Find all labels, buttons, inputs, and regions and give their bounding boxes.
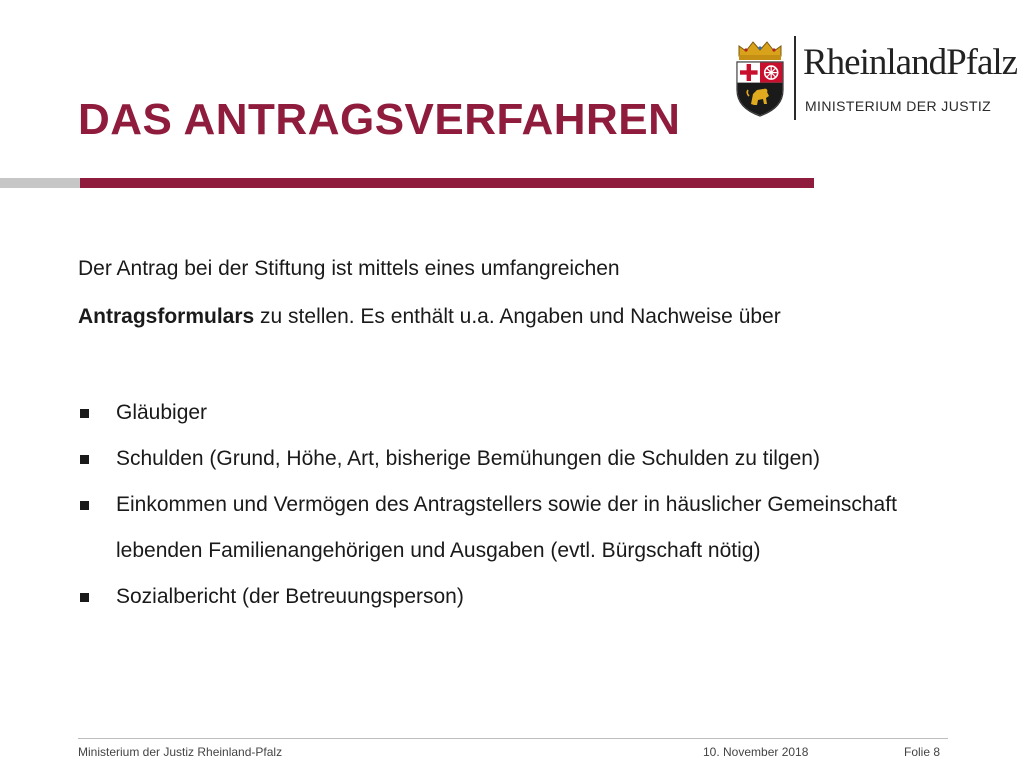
square-bullet-icon: [80, 455, 89, 464]
intro-line-2: zu stellen. Es enthält u.a. Angaben und Nachweise über: [254, 305, 781, 328]
square-bullet-icon: [80, 501, 89, 510]
footer-page-number: Folie 8: [904, 745, 941, 759]
bullet-text: Sozialbericht (der Betreuungsperson): [116, 585, 464, 608]
footer-date: 10. November 2018: [703, 745, 809, 759]
logo-divider: [794, 36, 796, 120]
square-bullet-icon: [80, 409, 89, 418]
intro-line-1: Der Antrag bei der Stiftung ist mittels eines umfangreichen: [78, 257, 620, 280]
coat-of-arms-icon: [733, 38, 787, 118]
list-item: [78, 574, 958, 620]
intro-bold-term: Antragsformulars: [78, 305, 255, 328]
title-rule-accent: [80, 178, 814, 188]
ministry-logo: [733, 36, 1018, 122]
square-bullet-icon: [80, 593, 89, 602]
title-rule-gray: [0, 178, 80, 188]
slide-title: DAS ANTRAGSVERFAHREN: [78, 95, 681, 144]
bullet-text: Einkommen und Vermögen des Antragstellers sowie der in häuslicher Gemeinschaft lebenden Familienangehörigen und Ausgaben (evtl. Bürgschaft nötig): [116, 493, 897, 562]
bullet-text: Gläubiger: [116, 401, 208, 424]
bullet-text: Schulden (Grund, Höhe, Art, bisherige Bemühungen die Schulden zu tilgen): [116, 447, 820, 470]
logo-name: RheinlandPfalz: [803, 42, 1018, 83]
bullet-list: [78, 390, 958, 620]
logo-subtitle: MINISTERIUM DER JUSTIZ: [805, 98, 992, 114]
list-item: [78, 482, 958, 574]
list-item: [78, 390, 958, 436]
list-item: [78, 436, 958, 482]
intro-paragraph: [78, 245, 958, 341]
footer-organization: Ministerium der Justiz Rheinland-Pfalz: [78, 745, 283, 759]
footer-divider: [78, 738, 948, 739]
